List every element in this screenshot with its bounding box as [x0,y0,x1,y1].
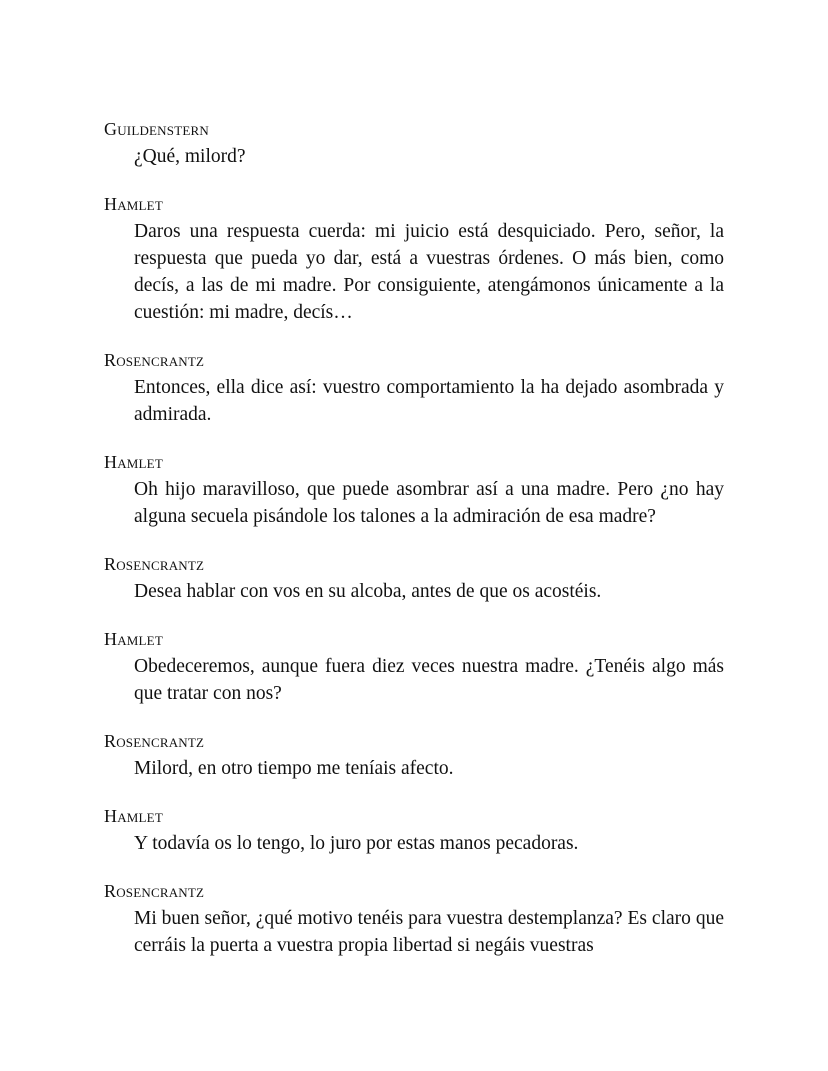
dialogue-block [104,879,724,959]
speech-text: Mi buen señor, ¿qué motivo tenéis para vuestra destemplanza? Es claro que cerráis la puerta a vuestra propia libertad si negáis vuestras [134,908,724,956]
dialogue-block [104,117,724,170]
dialogue-block [104,192,724,326]
dialogue-block [104,627,724,707]
speech-text: Milord, en otro tiempo me teníais afecto. [134,758,454,779]
speaker-name: Rosencrantz [104,881,205,901]
speech-text: Y todavía os lo tengo, lo juro por estas manos pecadoras. [134,833,579,854]
speaker-name: Rosencrantz [104,554,205,574]
speech-text: ¿Qué, milord? [134,146,246,167]
speech-text: Obedeceremos, aunque fuera diez veces nuestra madre. ¿Tenéis algo más que tratar con nos? [134,656,724,704]
speech-text: Daros una respuesta cuerda: mi juicio está desquiciado. Pero, señor, la respuesta que pueda yo dar, está a vuestras órdenes. O más bien, como decís, a las de mi madre. Por consiguiente, atengámonos únicamente a la cuestión: mi madre, decís… [134,221,724,323]
speaker-name: Hamlet [104,806,163,826]
play-dialogue [104,117,724,981]
speaker-name: Rosencrantz [104,350,205,370]
speaker-name: Hamlet [104,452,163,472]
speech-text: Desea hablar con vos en su alcoba, antes de que os acostéis. [134,581,602,602]
speech-text: Entonces, ella dice así: vuestro comportamiento la ha dejado asombrada y admirada. [134,377,724,425]
speaker-name: Hamlet [104,629,163,649]
speaker-name: Rosencrantz [104,731,205,751]
dialogue-block [104,450,724,530]
dialogue-block [104,552,724,605]
speaker-name: Hamlet [104,194,163,214]
dialogue-block [104,729,724,782]
speech-text: Oh hijo maravilloso, que puede asombrar así a una madre. Pero ¿no hay alguna secuela pisándole los talones a la admiración de esa madre? [134,479,724,527]
dialogue-block [104,348,724,428]
dialogue-block [104,804,724,857]
speaker-name: Guildenstern [104,119,209,139]
